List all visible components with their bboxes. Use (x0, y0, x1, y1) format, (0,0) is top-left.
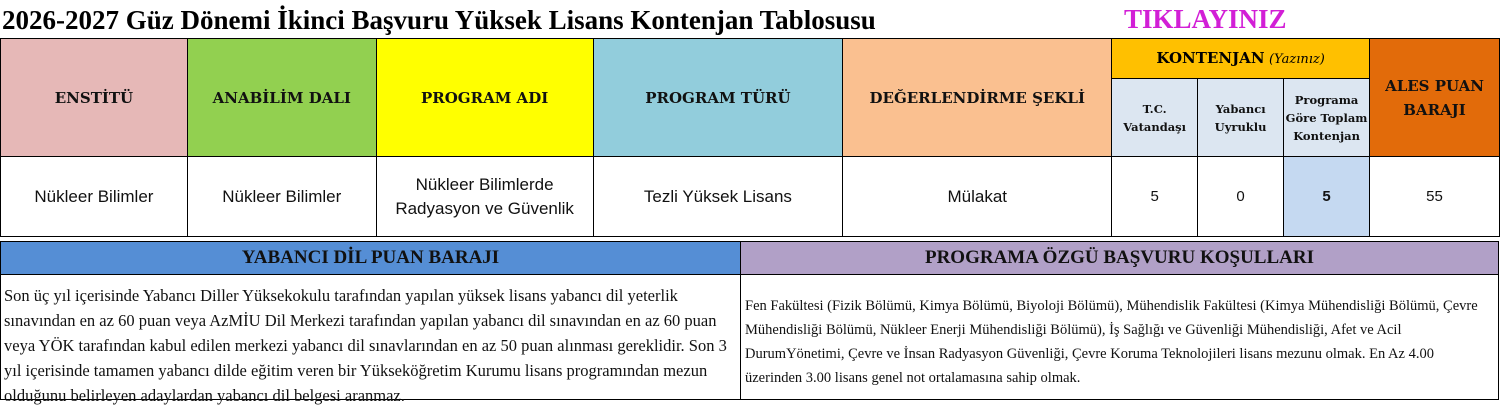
tc-header: T.C. Vatandaşı (1112, 79, 1198, 157)
program-header: PROGRAM ADI (376, 39, 593, 157)
kontenjan-note: (Yazınız) (1268, 52, 1325, 67)
language-threshold-header: YABANCI DİL PUAN BARAJI (0, 241, 741, 275)
enstitu-cell: Nükleer Bilimler (1, 157, 188, 237)
total-cell: 5 (1284, 157, 1370, 237)
enstitu-header: ENSTİTÜ (1, 39, 188, 157)
kontenjan-title: KONTENJAN (1156, 49, 1265, 67)
program-type-header: PROGRAM TÜRÜ (593, 39, 843, 157)
foreign-header: Yabancı Uyruklu (1198, 79, 1284, 157)
language-threshold-text: Son üç yıl içerisinde Yabancı Diller Yüksekokulu tarafından yapılan yüksek lisans yabancı dil yeterlik sınavından en az 60 puan veya AzMİU Dil Merkezi tarafından yapılan yabancı dil sınavından en az 60 puan veya YÖK tarafından kabul edilen merkezi yabancı dil sınavlarından en az 50 puan alınması gereklidir. Son 3 yıl içerisinde tamamen yabancı dilde eğitim veren bir Yükseköğretim Kurumu lisans programından mezun olduğunu belirleyen adaylardan yabancı dil belgesi aranmaz. (0, 274, 741, 400)
click-here-link[interactable]: TIKLAYINIZ (1124, 4, 1287, 34)
kontenjan-header (1112, 39, 1370, 79)
program-cell: Nükleer Bilimlerde Radyasyon ve Güvenlik (376, 157, 593, 237)
total-header: Programa Göre Toplam Kontenjan (1284, 79, 1370, 157)
conditions-text: Fen Fakültesi (Fizik Bölümü, Kimya Bölümü, Biyoloji Bölümü), Mühendislik Fakültesi (Kimya Mühendisliği Bölümü, Çevre Mühendisliği Bölümü, Nükleer Enerji Mühendisliği Bölümü), İş Sağlığı ve Güvenliği Mühendisliği, Afet ve Acil DurumYönetimi, Çevre ve İnsan Radyasyon Güvenliği, Çevre Koruma Teknolojileri lisans mezunu olmak. En Az 4.00 üzerinden 3.00 lisans genel not ortalamasına sahip olmak. (740, 274, 1499, 400)
table-row (1, 157, 1500, 237)
page-title: 2026-2027 Güz Dönemi İkinci Başvuru Yüksek Lisans Kontenjan Tablosusu (2, 5, 876, 35)
ales-header: ALES PUAN BARAJI (1370, 39, 1500, 157)
anabilim-cell: Nükleer Bilimler (187, 157, 376, 237)
foreign-cell: 0 (1198, 157, 1284, 237)
evaluation-header: DEĞERLENDİRME ŞEKLİ (843, 39, 1112, 157)
tc-cell: 5 (1112, 157, 1198, 237)
anabilim-header: ANABİLİM DALI (187, 39, 376, 157)
quota-table (0, 38, 1500, 237)
program-type-cell: Tezli Yüksek Lisans (593, 157, 843, 237)
conditions-header: PROGRAMA ÖZGÜ BAŞVURU KOŞULLARI (740, 241, 1499, 275)
evaluation-cell: Mülakat (843, 157, 1112, 237)
ales-cell: 55 (1370, 157, 1500, 237)
